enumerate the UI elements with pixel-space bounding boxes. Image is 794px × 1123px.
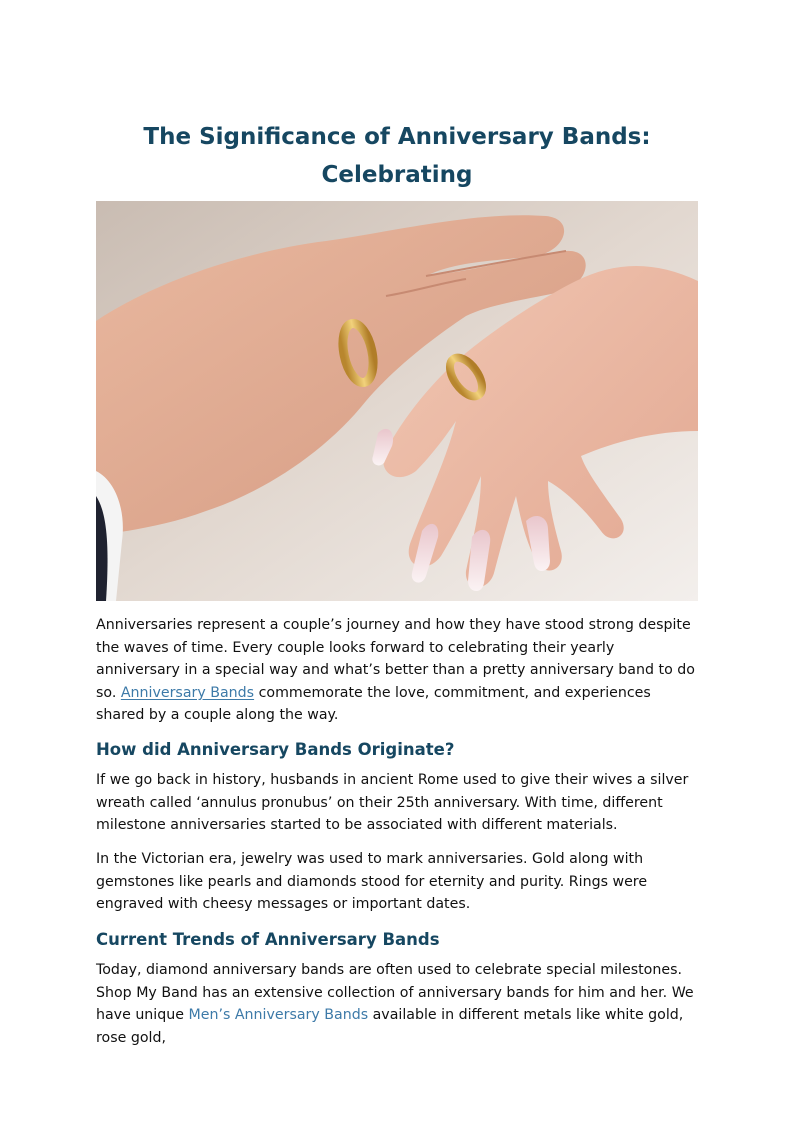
title-line-1: The Significance of Anniversary Bands: Celebrating xyxy=(143,124,651,188)
trends-text-end: available in different metals like white gold, rose gold, xyxy=(96,1007,684,1046)
origin-paragraph-1: If we go back in history, husbands in ancient Rome used to give their wives a silver wreath called ‘annulus pronubus’ on their 25th anniversary. With time, different milestone anniversaries started to be associated with different materials. xyxy=(96,772,689,834)
intro-text-end: commemorate the love, commitment, and experiences shared by a couple along the way. xyxy=(96,684,651,724)
hero-image-hands-with-rings xyxy=(96,201,698,601)
origin-paragraph-2: In the Victorian era, jewelry was used to mark anniversaries. Gold along with gemstones like pearls and diamonds stood for eternity and purity. Rings were engraved with cheesy messages or important dates. xyxy=(96,851,648,913)
anniversary-bands-link[interactable]: Anniversary Bands xyxy=(120,684,255,701)
intro-text-start: Anniversaries represent a couple’s journey and how they have stood strong despite the waves of time. Every couple looks forward to celebrating their yearly anniversary in a special way and what’s better than a pretty anniversary band to do so. xyxy=(96,617,695,701)
section-heading-trends: Current Trends of Anniversary Bands xyxy=(96,930,440,949)
mens-anniversary-bands-link[interactable]: Men’s Anniversary Bands xyxy=(188,1007,369,1024)
trends-text-start: Today, diamond anniversary bands are often used to celebrate special milestones. Shop My Band has an extensive collection of anniversary bands for him and her. We have unique xyxy=(96,962,694,1024)
section-heading-origin: How did Anniversary Bands Originate? xyxy=(96,740,455,759)
trends-paragraph xyxy=(96,959,700,1049)
intro-paragraph xyxy=(96,614,700,727)
